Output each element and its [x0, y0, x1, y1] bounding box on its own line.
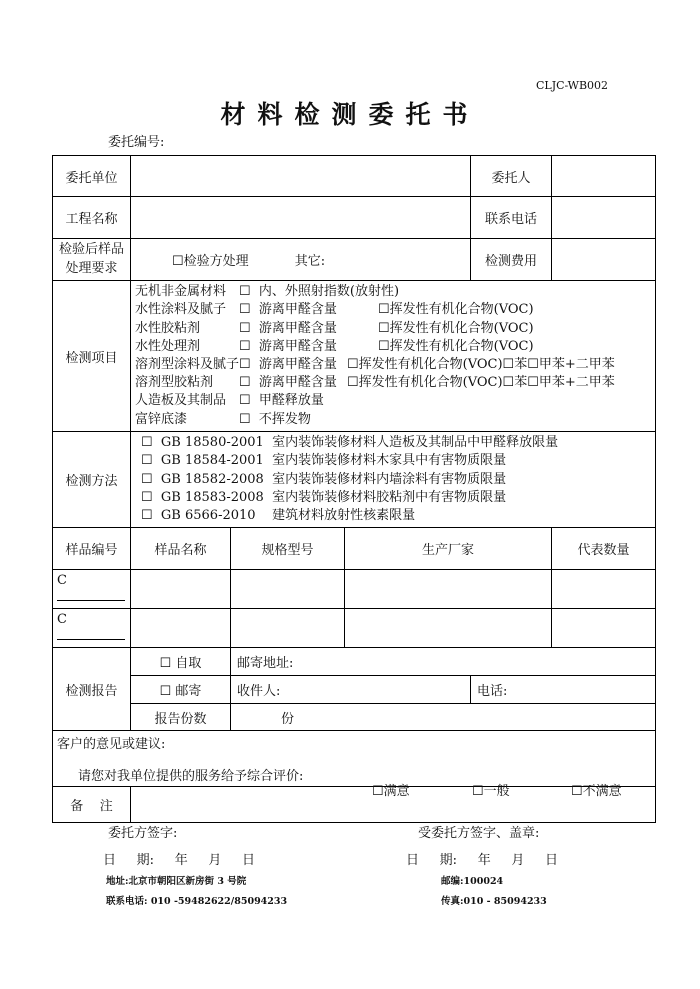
report-copies-cell[interactable]: [231, 704, 656, 731]
test-item-material: 人造板及其制品: [135, 393, 227, 409]
sample-handling-options: [131, 239, 471, 281]
contact-phone-label: 联系电话: [471, 197, 552, 239]
test-item-option-a[interactable]: ☐ 游离甲醛含量: [239, 375, 337, 391]
quantity-header: 代表数量: [552, 528, 656, 570]
test-item-option-a[interactable]: ☐ 游离甲醛含量: [239, 357, 337, 372]
test-fee-field[interactable]: [552, 239, 656, 281]
sample-no-cell[interactable]: [53, 609, 131, 648]
document-code: CLJC-WB002: [536, 79, 609, 92]
spec-model-header: 规格型号: [231, 528, 345, 570]
rating-row: [78, 765, 622, 800]
entrust-number-label: 委托编号:: [108, 135, 165, 150]
client-signature-label: 委托方签字:: [108, 826, 178, 841]
test-item-material: 无机非金属材料: [135, 284, 227, 300]
table-row: [53, 609, 656, 648]
test-item-option-b[interactable]: ☐挥发性有机化合物(VOC): [378, 320, 534, 336]
other-option-label: 其它:: [294, 254, 326, 269]
test-item-option-b[interactable]: ☐挥发性有机化合物(VOC): [378, 338, 534, 354]
test-item-material: 水性处理剂: [135, 338, 201, 354]
test-item-material: 水性涂料及腻子: [135, 302, 227, 318]
contractor-date-label: 日 期: 年 月 日: [406, 853, 559, 868]
phone-label: 电话:: [477, 684, 508, 700]
sample-handling-label-line2: 处理要求: [65, 260, 118, 276]
test-item-material: 溶剂型涂料及腻子: [135, 357, 240, 372]
test-item-option-a[interactable]: ☐ 甲醛释放量: [239, 393, 324, 409]
sample-no-prefix: C: [57, 612, 67, 628]
sample-name-cell[interactable]: [131, 609, 231, 648]
report-copies-unit: 份: [281, 711, 295, 727]
phone-cell[interactable]: [471, 676, 656, 704]
mail-checkbox[interactable]: ☐ 邮寄: [131, 676, 231, 704]
manufacturer-header: 生产厂家: [345, 528, 552, 570]
sample-no-underline: [57, 588, 125, 601]
sample-name-header: 样品名称: [131, 528, 231, 570]
test-item-option-a[interactable]: ☐ 不挥发物: [239, 411, 311, 427]
quantity-cell[interactable]: [552, 609, 656, 648]
test-method-checkbox[interactable]: ☐ GB 18584-2001 室内装饰装修材料木家具中有害物质限量: [141, 453, 507, 469]
test-item-option-b[interactable]: ☐挥发性有机化合物(VOC)☐苯☐甲苯+二甲苯: [347, 375, 615, 391]
rating-average-checkbox[interactable]: ☐一般: [472, 784, 510, 800]
test-item-row: [135, 338, 655, 356]
test-item-material: 溶剂型胶粘剂: [135, 375, 214, 391]
client-person-field[interactable]: [552, 156, 656, 197]
test-item-row: [135, 283, 655, 301]
footer-postcode: 邮编:100024: [441, 876, 504, 887]
handle-by-lab-checkbox[interactable]: ☐检验方处理: [172, 254, 249, 269]
recipient-label: 收件人:: [237, 684, 281, 700]
test-fee-label: 检测费用: [471, 239, 552, 281]
report-copies-label: 报告份数: [131, 704, 231, 731]
client-person-label: 委托人: [471, 156, 552, 197]
sample-handling-label: [53, 239, 131, 281]
client-unit-label: 委托单位: [53, 156, 131, 197]
feedback-label: 客户的意见或建议:: [57, 737, 166, 753]
sample-no-header: 样品编号: [53, 528, 131, 570]
test-item-option-b[interactable]: ☐挥发性有机化合物(VOC): [378, 302, 534, 318]
sample-no-prefix: C: [57, 573, 67, 589]
test-method-checkbox[interactable]: ☐ GB 18582-2008 室内装饰装修材料内墙涂料有害物质限量: [141, 471, 507, 487]
feedback-cell: [53, 731, 656, 800]
contractor-signature-label: 受委托方签字、盖章:: [418, 826, 540, 841]
sample-no-cell[interactable]: [53, 570, 131, 609]
commission-form-table: [52, 155, 656, 823]
mail-address-cell[interactable]: [231, 648, 656, 676]
footer-address: 地址:北京市朝阳区新房街 3 号院: [106, 876, 247, 887]
test-item-row: [135, 411, 655, 429]
report-label: 检测报告: [53, 648, 131, 731]
test-item-row: [135, 320, 655, 338]
manufacturer-cell[interactable]: [345, 609, 552, 648]
sample-handling-label-line1: 检验后样品: [58, 242, 124, 258]
test-item-row: [135, 374, 655, 392]
project-name-field[interactable]: [131, 197, 471, 239]
recipient-cell[interactable]: [231, 676, 471, 704]
sample-no-underline: [57, 627, 125, 640]
quantity-cell[interactable]: [552, 570, 656, 609]
test-item-option-a[interactable]: ☐ 游离甲醛含量: [239, 338, 337, 354]
rating-unsatisfied-checkbox[interactable]: ☐不满意: [571, 784, 622, 800]
spec-model-cell[interactable]: [231, 570, 345, 609]
test-method-checkbox[interactable]: ☐ GB 18583-2008 室内装饰装修材料胶粘剂中有害物质限量: [141, 489, 507, 505]
remark-label: 备 注: [53, 787, 131, 823]
test-item-material: 富锌底漆: [135, 411, 188, 427]
test-items-list: [131, 281, 656, 432]
rating-prompt: 请您对我单位提供的服务给予综合评价:: [78, 769, 304, 785]
rating-satisfied-checkbox[interactable]: ☐满意: [372, 784, 410, 800]
test-methods-label: 检测方法: [53, 432, 131, 528]
test-method-checkbox[interactable]: ☐ GB 6566-2010 建筑材料放射性核素限量: [141, 508, 416, 524]
test-items-label: 检测项目: [53, 281, 131, 432]
sample-name-cell[interactable]: [131, 570, 231, 609]
client-date-label: 日 期: 年 月 日: [103, 853, 256, 868]
self-pickup-checkbox[interactable]: ☐ 自取: [131, 648, 231, 676]
contact-phone-field[interactable]: [552, 197, 656, 239]
mail-address-label: 邮寄地址:: [237, 656, 294, 672]
manufacturer-cell[interactable]: [345, 570, 552, 609]
test-item-option-a[interactable]: ☐ 内、外照射指数(放射性): [239, 284, 400, 300]
table-row: [53, 570, 656, 609]
test-item-option-a[interactable]: ☐ 游离甲醛含量: [239, 320, 337, 336]
client-unit-field[interactable]: [131, 156, 471, 197]
footer-tel: 联系电话: 010 -59482622/85094233: [106, 896, 288, 907]
test-method-checkbox[interactable]: ☐ GB 18580-2001 室内装饰装修材料人造板及其制品中甲醛释放限量: [141, 435, 559, 450]
test-item-row: [135, 356, 655, 374]
spec-model-cell[interactable]: [231, 609, 345, 648]
test-item-row: [135, 301, 655, 319]
project-name-label: 工程名称: [53, 197, 131, 239]
document-title: 材料检测委托书: [220, 100, 480, 129]
test-item-option-a[interactable]: ☐ 游离甲醛含量: [239, 302, 337, 318]
test-item-option-b[interactable]: ☐挥发性有机化合物(VOC)☐苯☐甲苯+二甲苯: [347, 357, 615, 372]
test-methods-list: [131, 432, 656, 528]
test-item-material: 水性胶粘剂: [135, 320, 201, 336]
test-item-row: [135, 392, 655, 410]
footer-fax: 传真:010 - 85094233: [441, 896, 547, 907]
